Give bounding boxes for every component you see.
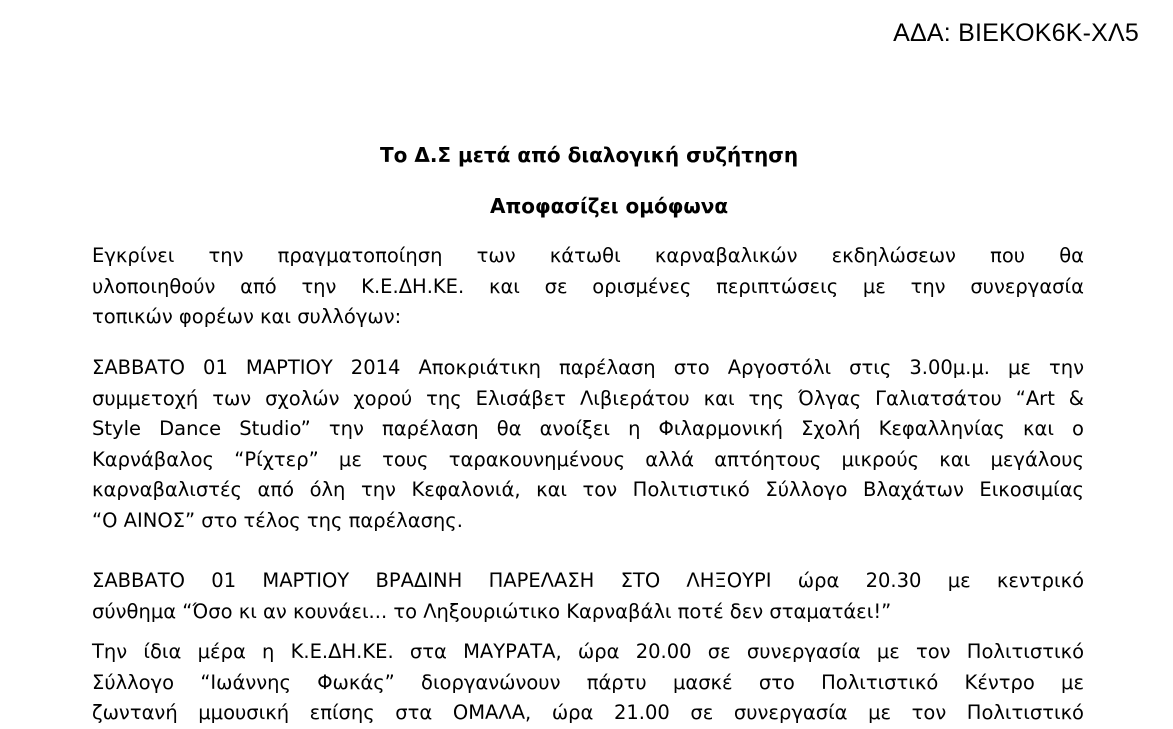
paragraph-line: ΣΑΒΒΑΤΟ 01 ΜΑΡΤΙΟΥ ΒΡΑΔΙΝΗ ΠΑΡΕΛΑΣΗ ΣΤΟ ΛΗΞΟΥΡΙ ώρα 20.30 με κεντρικό [92, 569, 1084, 592]
paragraph-line: συμμετοχή των σχολών χορού της Ελισάβετ Λιβιεράτου και της Όλγας Γαλιατσάτου “Art & [92, 386, 1084, 410]
paragraph-line: ζωντανή μμουσική επίσης στα ΟΜΑΛΑ, ώρα 21.00 σε συνεργασία με τον Πολιτιστικό [92, 701, 1084, 724]
paragraph-line: Σύλλογο “Ιωάννης Φωκάς” διοργανώνουν πάρτυ μασκέ στο Πολιτιστικό Κέντρο με [92, 670, 1084, 694]
paragraph-line: καρναβαλιστές από όλη την Κεφαλονιά, και τον Πολιτιστικό Σύλλογο Βλαχάτων Εικοσιμίας [92, 478, 1084, 501]
paragraph-line: Εγκρίνει την πραγματοποίηση των κάτωθι καρναβαλικών εκδηλώσεων που θα [92, 244, 1084, 267]
board-heading: Το Δ.Σ μετά από διαλογική συζήτηση [380, 143, 799, 167]
paragraph-line: Style Dance Studio” την παρέλαση θα ανοίξει η Φιλαρμονική Σχολή Κεφαλληνίας και ο [92, 417, 1084, 440]
ada-code: ΑΔΑ: ΒΙΕΚΟΚ6Κ-ΧΛ5 [893, 19, 1139, 47]
approval-paragraph [92, 241, 1084, 333]
paragraph-line: τοπικών φορέων και συλλόγων: [92, 305, 402, 328]
paragraph-line: υλοποιηθούν από την Κ.Ε.ΔΗ.ΚΕ. και σε ορισμένες περιπτώσεις με την συνεργασία [92, 274, 1084, 298]
argostoli-parade-paragraph [92, 353, 1084, 536]
paragraph-line: σύνθημα “Όσο κι αν κουνάει... το Ληξουριώτικο Καρναβάλι ποτέ δεν σταματάει!” [92, 599, 892, 623]
paragraph-line: “Ο ΑΙΝΟΣ” στο τέλος της παρέλασης. [92, 508, 463, 532]
paragraph-line: Την ίδια μέρα η Κ.Ε.ΔΗ.ΚΕ. στα ΜΑΥΡΑΤΑ, ώρα 20.00 σε συνεργασία με τον Πολιτιστικό [92, 640, 1084, 663]
mavrata-party-paragraph [92, 637, 1084, 729]
decision-heading: Αποφασίζει ομόφωνα [490, 194, 729, 218]
paragraph-line: ΣΑΒΒΑΤΟ 01 ΜΑΡΤΙΟΥ 2014 Αποκριάτικη παρέλαση στο Αργοστόλι στις 3.00μ.μ. με την [92, 356, 1084, 379]
lixouri-parade-paragraph [92, 566, 1084, 627]
paragraph-line: Καρνάβαλος “Ρίχτερ” με τους ταρακουνημένους αλλά απτόητους μικρούς και μεγάλους [92, 447, 1084, 471]
